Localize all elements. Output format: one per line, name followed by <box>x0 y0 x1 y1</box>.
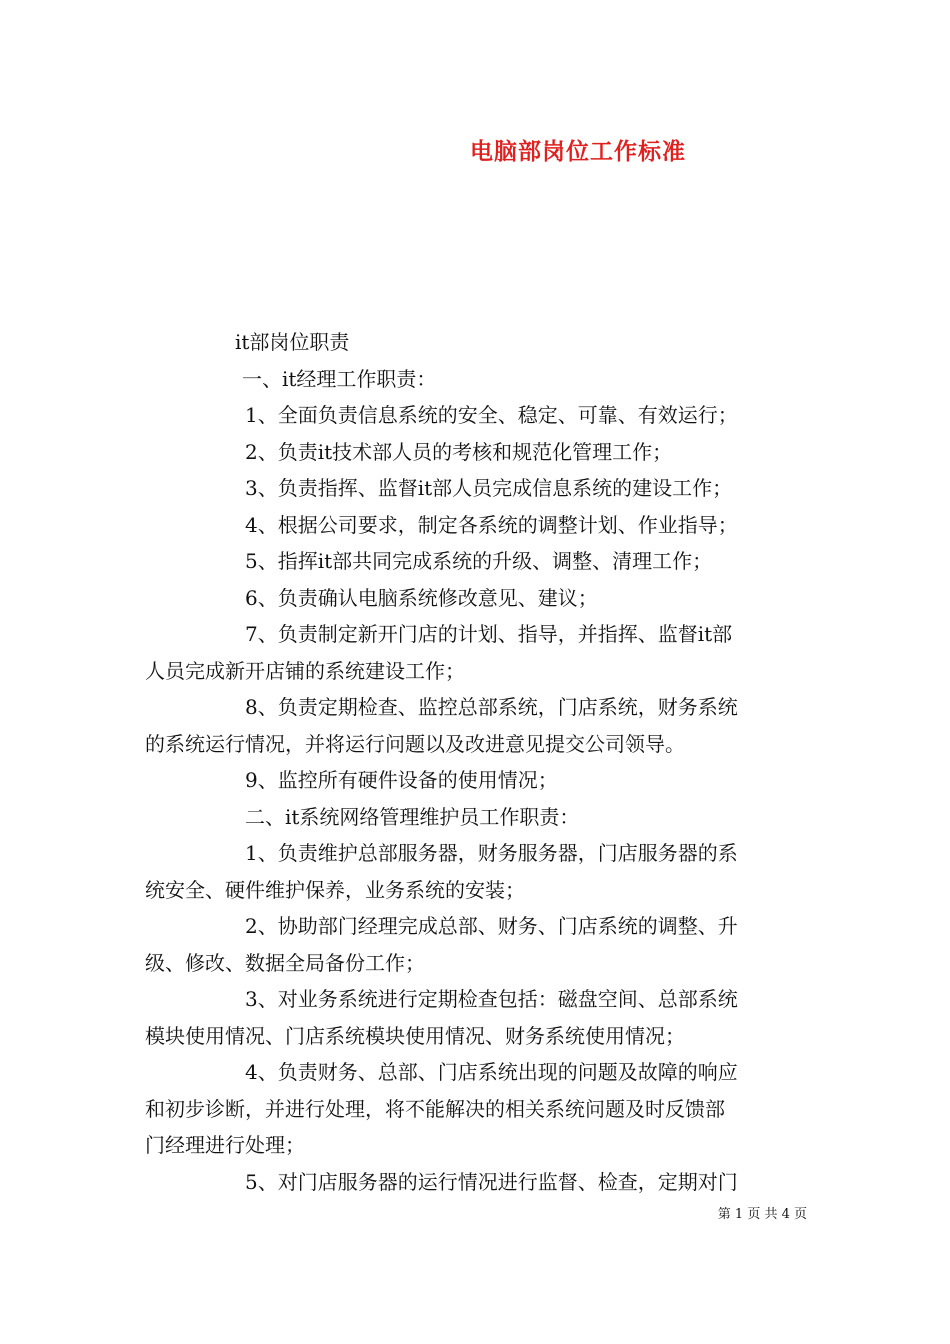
duty-item-continuation: 人员完成新开店铺的系统建设工作； <box>145 658 465 683</box>
duty-item: 3、负责指挥、监督it部人员完成信息系统的建设工作； <box>245 476 733 500</box>
duty-item: 1、全面负责信息系统的安全、稳定、可靠、有效运行； <box>245 403 738 427</box>
duty-item: 7、负责制定新开门店的计划、指导，并指挥、监督it部 <box>245 622 733 646</box>
subsection-heading: 一、it经理工作职责： <box>242 366 437 391</box>
duty-item: 8、负责定期检查、监控总部系统，门店系统，财务系统 <box>245 695 738 719</box>
duty-item: 3、对业务系统进行定期检查包括：磁盘空间、总部系统 <box>245 987 738 1011</box>
duty-item-continuation: 和初步诊断，并进行处理，将不能解决的相关系统问题及时反馈部 <box>145 1096 725 1121</box>
duty-item: 9、监控所有硬件设备的使用情况； <box>245 768 558 792</box>
duty-item-continuation: 级、修改、数据全局备份工作； <box>145 950 425 975</box>
duty-item: 2、负责it技术部人员的考核和规范化管理工作； <box>245 439 673 464</box>
duty-item-continuation: 模块使用情况、门店系统模块使用情况、财务系统使用情况； <box>145 1023 685 1048</box>
document-body <box>145 324 813 1200</box>
duty-item-continuation: 门经理进行处理； <box>145 1133 305 1157</box>
duty-item: 6、负责确认电脑系统修改意见、建议； <box>245 585 598 610</box>
section-heading: it部岗位职责 <box>235 330 350 354</box>
page-title: 电脑部岗位工作标准 <box>470 138 686 165</box>
duty-item: 5、对门店服务器的运行情况进行监督、检查，定期对门 <box>245 1169 738 1194</box>
duty-item-continuation: 统安全、硬件维护保养，业务系统的安装； <box>145 877 525 902</box>
page-number: 第 1 页 共 4 页 <box>717 1207 807 1222</box>
duty-item-continuation: 的系统运行情况，并将运行问题以及改进意见提交公司领导。 <box>145 731 685 756</box>
duty-item: 5、指挥it部共同完成系统的升级、调整、清理工作； <box>245 549 713 573</box>
duty-item: 2、协助部门经理完成总部、财务、门店系统的调整、升 <box>245 914 738 938</box>
duty-item: 4、根据公司要求，制定各系统的调整计划、作业指导； <box>245 512 738 537</box>
duty-item: 1、负责维护总部服务器，财务服务器，门店服务器的系 <box>245 841 738 865</box>
subsection-heading: 二、it系统网络管理维护员工作职责： <box>245 804 580 829</box>
duty-item: 4、负责财务、总部、门店系统出现的问题及故障的响应 <box>245 1060 738 1084</box>
